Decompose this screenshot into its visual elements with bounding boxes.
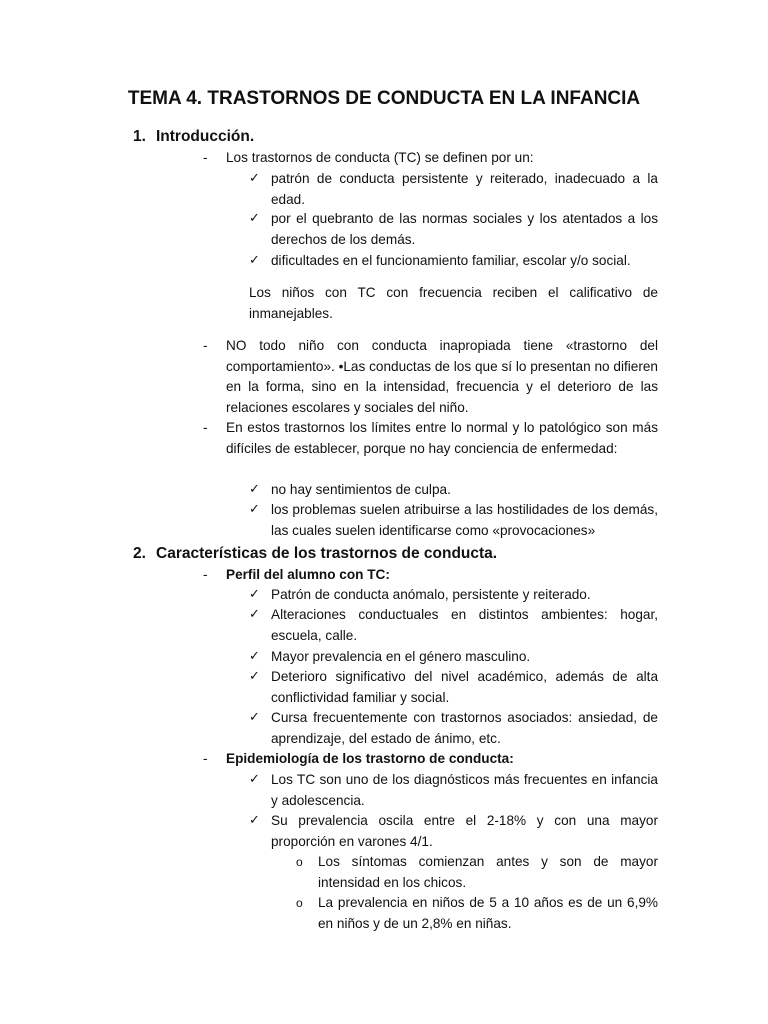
s2-check-1-text: Patrón de conducta anómalo, persistente y reiterado. [271, 587, 591, 602]
s2-check-6-text: Los TC son uno de los diagnósticos más frecuentes en infancia y adolescencia. [271, 772, 658, 808]
check-icon: ✓ [249, 587, 260, 602]
document-title: TEMA 4. TRASTORNOS DE CONDUCTA EN LA INFANCIA [127, 88, 641, 109]
circle-bullet-icon: o [296, 855, 303, 869]
s1-dash-3-text: En estos trastornos los límites entre lo normal y lo patológico son más difíciles de establecer, porque no hay conciencia de enfermedad: [226, 420, 658, 456]
s1-note-text: Los niños con TC con frecuencia reciben el calificativo de inmanejables. [249, 285, 658, 321]
s1-dash-1-text: Los trastornos de conducta (TC) se definen por un: [226, 150, 534, 165]
check-icon: ✓ [249, 710, 260, 725]
check-icon: ✓ [249, 171, 260, 186]
check-icon: ✓ [249, 211, 260, 226]
check-icon: ✓ [249, 649, 260, 664]
s1-check-5-text: los problemas suelen atribuirse a las hostilidades de los demás, las cuales suelen identificarse como «provocaciones» [271, 502, 658, 538]
s2-check-4-text: Deterioro significativo del nivel académico, además de alta conflictividad familiar y social. [271, 669, 658, 705]
dash-marker: - [203, 420, 208, 435]
check-icon: ✓ [249, 813, 260, 828]
s2-sub-2-text: La prevalencia en niños de 5 a 10 años es de un 6,9% en niños y de un 2,8% en niñas. [318, 895, 658, 931]
check-icon: ✓ [249, 669, 260, 684]
s1-check-2-text: por el quebranto de las normas sociales y los atentados a los derechos de los demás. [271, 211, 658, 247]
s2-dash-1-text: Perfil del alumno con TC: [226, 567, 390, 582]
section-2-title: Características de los trastornos de conducta. [156, 545, 498, 562]
s2-dash-2-text: Epidemiología de los trastorno de conducta: [226, 751, 514, 766]
section-1-title: Introducción. [156, 128, 255, 145]
s2-check-2-text: Alteraciones conductuales en distintos ambientes: hogar, escuela, calle. [271, 607, 658, 643]
s1-dash-2-text: NO todo niño con conducta inapropiada tiene «trastorno del comportamiento». •Las conductas de los que sí lo presentan no difieren en la forma, sino en la intensidad, frecuencia y el deterioro de las relaciones escolares y sociales del niño. [226, 338, 658, 416]
s2-check-5-text: Cursa frecuentemente con trastornos asociados: ansiedad, de aprendizaje, del estado de ánimo, etc. [271, 710, 658, 746]
s2-sub-1-text: Los síntomas comienzan antes y son de mayor intensidad en los chicos. [318, 854, 658, 890]
check-icon: ✓ [249, 253, 260, 268]
dash-marker: - [203, 751, 208, 766]
s1-check-3-text: dificultades en el funcionamiento familiar, escolar y/o social. [271, 253, 631, 268]
s2-check-7-text: Su prevalencia oscila entre el 2-18% y con una mayor proporción en varones 4/1. [271, 813, 658, 849]
dash-marker: - [203, 150, 208, 165]
dash-marker: - [203, 567, 208, 582]
dash-marker: - [203, 338, 208, 353]
section-1-heading [133, 127, 254, 147]
check-icon: ✓ [249, 482, 260, 497]
section-2-heading [133, 544, 497, 564]
check-icon: ✓ [249, 502, 260, 517]
s2-check-3-text: Mayor prevalencia en el género masculino. [271, 649, 531, 664]
s1-check-1-text: patrón de conducta persistente y reiterado, inadecuado a la edad. [271, 171, 658, 207]
check-icon: ✓ [249, 772, 260, 787]
check-icon: ✓ [249, 607, 260, 622]
section-1-number: 1. [133, 128, 146, 145]
section-2-number: 2. [133, 545, 146, 562]
circle-bullet-icon: o [296, 896, 303, 910]
s1-check-4-text: no hay sentimientos de culpa. [271, 482, 451, 497]
